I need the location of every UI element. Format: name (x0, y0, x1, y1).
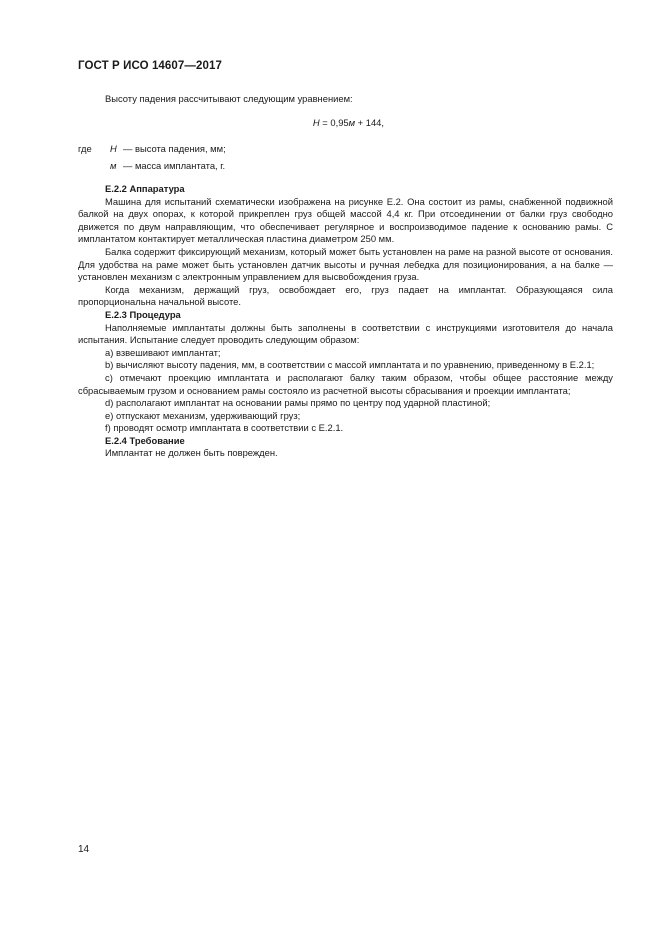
formula-tail: + 144, (355, 117, 384, 128)
formula-mass-var: м (348, 117, 356, 128)
procedure-step: b) вычисляют высоту падения, мм, в соответствии с массой имплантата и по уравнению, приведенному в Е.2.1; (105, 359, 595, 371)
legend-definition: — высота падения, мм; (123, 143, 226, 154)
legend-symbol: м (110, 160, 117, 171)
formula-rhs: = 0,95 (319, 117, 349, 128)
legend-symbol: H (110, 143, 117, 154)
procedure-step: а) взвешивают имплантат; (105, 346, 221, 358)
apparatus-paragraph: Машина для испытаний схематически изображена на рисунке Е.2. Она состоит из рамы, снабженной подвижной балкой на двух опорах, к которой прикреплен груз общей массой 4,4 кг. При отсоединении от балки груз свободно движется по двум направляющим, что обеспечивает регулярное и воспроизводимое падение к основанию рамы. С имплантатом контактирует металлическая пластина диаметром 250 мм. (78, 195, 613, 245)
main-text-block (78, 183, 613, 460)
intro-text-block (78, 93, 613, 106)
procedure-step: c) отмечают проекцию имплантата и располагают балку таким образом, чтобы общее расстояние между сбрасываемым грузом и основанием рамы состояло из расчетной высоты сбрасывания и проекции имплантата; (78, 371, 613, 396)
apparatus-paragraph: Когда механизм, держащий груз, освобождает его, груз падает на имплантат. Образующаяся сила пропорциональна начальной высоте. (78, 283, 613, 308)
legend-definition: — масса имплантата, г. (123, 160, 226, 171)
procedure-intro: Наполняемые имплантаты должны быть заполнены в соответствии с инструкциями изготовителя до начала испытания. Испытание следует проводить следующим образом: (78, 321, 613, 346)
section-heading-apparatus: Е.2.2 Аппаратура (105, 183, 185, 194)
procedure-step: e) отпускают механизм, удерживающий груз; (105, 409, 301, 421)
legend-where-label: где (78, 143, 92, 154)
procedure-step: f) проводят осмотр имплантата в соответствии с Е.2.1. (105, 422, 344, 434)
intro-paragraph: Высоту падения рассчитывают следующим уравнением: (105, 93, 353, 104)
formula-lhs: H (312, 117, 320, 128)
procedure-step: d) располагают имплантат на основании рамы прямо по центру под ударной пластиной; (105, 397, 491, 409)
page-number: 14 (78, 844, 90, 855)
section-heading-procedure: Е.2.3 Процедура (105, 308, 181, 320)
requirement-text: Имплантат не должен быть поврежден. (105, 447, 278, 459)
document-header: ГОСТ Р ИСО 14607—2017 (78, 60, 223, 72)
drop-height-formula (78, 117, 384, 128)
section-heading-requirement: Е.2.4 Требование (105, 434, 185, 446)
apparatus-paragraph: Балка содержит фиксирующий механизм, который может быть установлен на раме на разной высоте от основания. Для удобства на раме может быть установлен датчик высоты и ручная лебедка для позиционирования, а на балке — установлен механизм с электронным управлением для высвобождения груза. (78, 245, 613, 283)
